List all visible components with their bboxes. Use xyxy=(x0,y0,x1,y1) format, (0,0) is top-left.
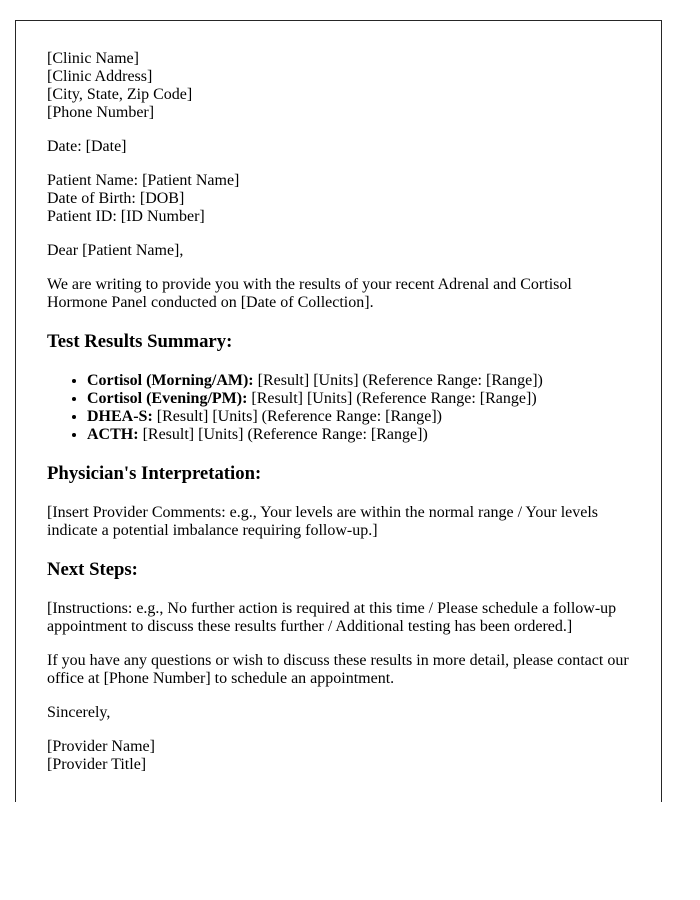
signature-block xyxy=(47,738,635,774)
result-item-dhea-s xyxy=(87,408,635,426)
result-item-label: DHEA-S: xyxy=(87,408,153,425)
result-item-value: [Result] [Units] (Reference Range: [Range]) xyxy=(142,426,428,443)
clinic-address-block xyxy=(47,50,635,122)
interpretation-heading: Physician's Interpretation: xyxy=(47,463,262,484)
contact-paragraph: If you have any questions or wish to discuss these results in more detail, please contact our office at [Phone Number] to schedule an appointment. xyxy=(47,652,629,687)
closing: Sincerely, xyxy=(47,704,111,721)
patient-info-block xyxy=(47,172,635,226)
result-item-acth xyxy=(87,426,635,444)
letter-date-line: Date: [Date] xyxy=(47,138,127,155)
clinic-name: [Clinic Name] xyxy=(47,50,139,67)
result-item-label: ACTH: xyxy=(87,426,139,443)
result-item-cortisol-pm xyxy=(87,390,635,408)
result-item-value: [Result] [Units] (Reference Range: [Range]) xyxy=(156,408,442,425)
clinic-address: [Clinic Address] xyxy=(47,68,153,85)
next-steps-body: [Instructions: e.g., No further action is required at this time / Please schedule a follow-up appointment to discuss these results further / Additional testing has been ordered.] xyxy=(47,600,617,635)
next-steps-heading: Next Steps: xyxy=(47,559,138,580)
clinic-phone: [Phone Number] xyxy=(47,104,155,121)
patient-name-line: Patient Name: [Patient Name] xyxy=(47,172,240,189)
interpretation-body: [Insert Provider Comments: e.g., Your levels are within the normal range / Your levels indicate a potential imbalance requiring follow-up.] xyxy=(47,504,599,539)
result-item-cortisol-am xyxy=(87,372,635,390)
provider-name: [Provider Name] xyxy=(47,738,155,755)
result-item-label: Cortisol (Evening/PM): xyxy=(87,390,248,407)
result-item-value: [Result] [Units] (Reference Range: [Range]) xyxy=(251,390,537,407)
provider-title: [Provider Title] xyxy=(47,756,147,773)
intro-paragraph: We are writing to provide you with the results of your recent Adrenal and Cortisol Hormone Panel conducted on [Date of Collection]. xyxy=(47,276,572,311)
letter-page xyxy=(15,20,662,802)
salutation: Dear [Patient Name], xyxy=(47,242,184,259)
clinic-city-state-zip: [City, State, Zip Code] xyxy=(47,86,193,103)
result-item-value: [Result] [Units] (Reference Range: [Range]) xyxy=(257,372,543,389)
patient-dob-line: Date of Birth: [DOB] xyxy=(47,190,185,207)
result-item-label: Cortisol (Morning/AM): xyxy=(87,372,254,389)
patient-id-line: Patient ID: [ID Number] xyxy=(47,208,205,225)
results-list xyxy=(47,372,635,444)
results-summary-heading: Test Results Summary: xyxy=(47,331,233,352)
